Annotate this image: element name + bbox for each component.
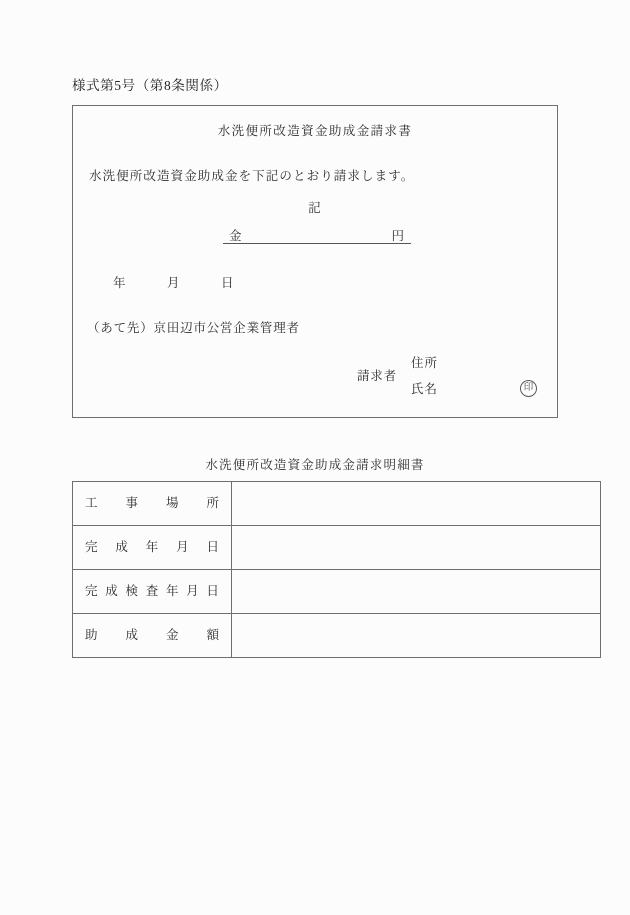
detail-label-char: 成 (105, 584, 118, 599)
detail-label-char: 完 (85, 584, 98, 599)
claimant-label: 請求者 (357, 369, 397, 383)
addressee-label: （あて先）京田辺市公営企業管理者 (87, 321, 300, 335)
request-form-box (72, 105, 558, 418)
detail-row-value-2[interactable] (232, 570, 601, 614)
detail-table (72, 481, 601, 658)
detail-label-char: 事 (125, 496, 138, 511)
claimant-address-row[interactable] (411, 349, 547, 375)
claimant-name-label: 氏名 (411, 382, 439, 396)
detail-label-text-2 (85, 585, 219, 598)
claimant-fields (411, 349, 547, 401)
claimant-address-label: 住所 (411, 356, 439, 370)
seal-stamp-icon: 印 (520, 380, 537, 397)
table-row (73, 526, 601, 570)
amount-currency-suffix: 円 (391, 228, 405, 243)
detail-label-char: 工 (85, 496, 98, 511)
form-number-label: 様式第5号（第8条関係） (72, 78, 228, 93)
detail-row-value-1[interactable] (232, 526, 601, 570)
detail-label-char: 月 (186, 584, 199, 599)
detail-row-label-0 (73, 482, 232, 526)
detail-label-char: 所 (206, 496, 219, 511)
detail-label-char: 日 (206, 584, 219, 599)
detail-label-char: 助 (85, 628, 98, 643)
table-row (73, 482, 601, 526)
detail-label-text-1 (85, 541, 219, 554)
detail-row-label-1 (73, 526, 232, 570)
document-title: 水洗便所改造資金助成金請求書 (217, 124, 413, 138)
detail-label-text-3 (85, 629, 219, 642)
detail-label-char: 査 (145, 584, 159, 599)
detail-label-char: 額 (206, 628, 219, 643)
request-statement: 水洗便所改造資金助成金を下記のとおり請求します。 (89, 169, 415, 183)
detail-row-label-2 (73, 570, 232, 614)
detail-label-char: 成 (115, 540, 128, 555)
detail-row-value-0[interactable] (232, 482, 601, 526)
amount-currency-prefix: 金 (229, 228, 243, 243)
detail-label-char: 年 (145, 540, 159, 555)
ki-heading: 記 (308, 201, 322, 215)
detail-label-char: 場 (165, 496, 179, 511)
detail-label-char: 検 (125, 584, 138, 599)
detail-row-value-3[interactable] (232, 614, 601, 658)
detail-label-text-0 (85, 497, 219, 510)
claimant-name-row[interactable] (411, 375, 547, 401)
amount-field[interactable] (223, 224, 411, 244)
detail-label-char: 日 (206, 540, 219, 555)
detail-label-char: 成 (125, 628, 138, 643)
detail-label-char: 月 (176, 540, 189, 555)
table-row (73, 570, 601, 614)
claimant-block (357, 349, 547, 401)
detail-section-title: 水洗便所改造資金助成金請求明細書 (205, 458, 425, 472)
detail-label-char: 年 (165, 584, 179, 599)
date-field[interactable]: 年 月 日 (113, 276, 235, 290)
detail-label-char: 完 (85, 540, 98, 555)
detail-row-label-3 (73, 614, 232, 658)
detail-label-char: 金 (165, 628, 179, 643)
table-row (73, 614, 601, 658)
detail-table-body (73, 482, 601, 658)
